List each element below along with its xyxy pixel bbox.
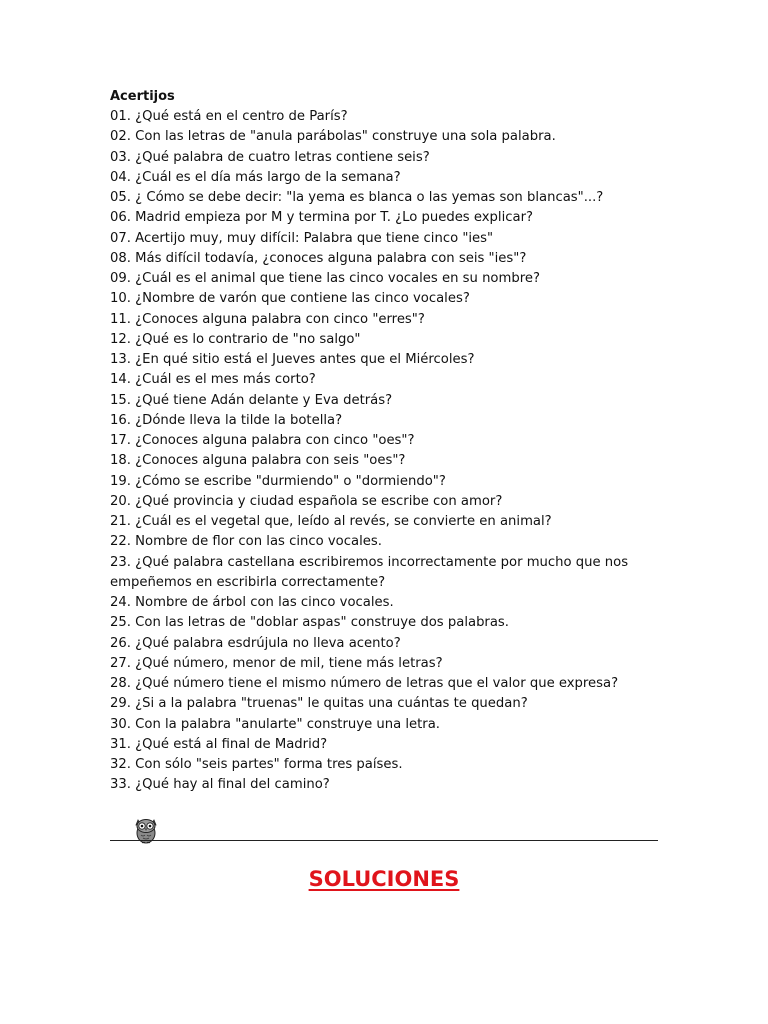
riddle-item: 24. Nombre de árbol con las cinco vocales. bbox=[110, 595, 394, 610]
riddle-item: 29. ¿Si a la palabra "truenas" le quitas una cuántas te quedan? bbox=[110, 696, 528, 712]
riddle-item: 27. ¿Qué número, menor de mil, tiene más letras? bbox=[110, 655, 443, 671]
riddle-item: 31. ¿Qué está al final de Madrid? bbox=[110, 736, 328, 752]
riddle-item: 21. ¿Cuál es el vegetal que, leído al revés, se convierte en animal? bbox=[110, 514, 552, 529]
riddle-item: 16. ¿Dónde lleva la tilde la botella? bbox=[110, 412, 343, 428]
riddle-item: 10. ¿Nombre de varón que contiene las cinco vocales? bbox=[110, 291, 470, 307]
riddle-item: 19. ¿Cómo se escribe "durmiendo" o "dormiendo"? bbox=[110, 473, 446, 489]
riddle-item: 25. Con las letras de "doblar aspas" construye dos palabras. bbox=[110, 615, 509, 631]
riddle-item: 30. Con la palabra "anularte" construye una letra. bbox=[110, 716, 441, 732]
riddle-list bbox=[110, 107, 670, 796]
riddle-item: 15. ¿Qué tiene Adán delante y Eva detrás? bbox=[110, 392, 393, 408]
riddle-item: 12. ¿Qué es lo contrario de "no salgo" bbox=[110, 331, 361, 347]
riddle-item: 11. ¿Conoces alguna palabra con cinco "erres"? bbox=[110, 311, 425, 327]
riddle-item: 26. ¿Qué palabra esdrújula no lleva acento? bbox=[110, 635, 401, 651]
riddle-item: 04. ¿Cuál es el día más largo de la semana? bbox=[110, 169, 401, 185]
riddle-item: 28. ¿Qué número tiene el mismo número de letras que el valor que expresa? bbox=[110, 676, 619, 691]
riddles-document bbox=[110, 87, 670, 796]
riddle-item: 05. ¿ Cómo se debe decir: "la yema es blanca o las yemas son blancas"...? bbox=[110, 190, 604, 205]
riddle-item: 06. Madrid empieza por M y termina por T. ¿Lo puedes explicar? bbox=[110, 210, 534, 226]
riddle-item: 20. ¿Qué provincia y ciudad española se escribe con amor? bbox=[110, 493, 503, 509]
riddle-item: 02. Con las letras de "anula parábolas" construye una sola palabra. bbox=[110, 129, 556, 145]
riddle-item: 09. ¿Cuál es el animal que tiene las cinco vocales en su nombre? bbox=[110, 271, 540, 286]
section-divider bbox=[110, 814, 658, 844]
riddle-item: 03. ¿Qué palabra de cuatro letras contiene seis? bbox=[110, 149, 430, 165]
horizontal-rule bbox=[110, 840, 658, 841]
riddle-item: 18. ¿Conoces alguna palabra con seis "oes"? bbox=[110, 453, 406, 469]
solutions-heading: SOLUCIONES bbox=[308, 867, 460, 891]
riddle-item: 33. ¿Qué hay al final del camino? bbox=[110, 777, 330, 793]
riddle-item: 23. ¿Qué palabra castellana escribiremos incorrectamente por mucho que nos empeñemos en escribirla correctamente? bbox=[110, 554, 629, 590]
riddle-item: 22. Nombre de flor con las cinco vocales. bbox=[110, 534, 382, 550]
riddle-item: 13. ¿En qué sitio está el Jueves antes que el Miércoles? bbox=[110, 352, 475, 367]
riddle-item: 07. Acertijo muy, muy difícil: Palabra que tiene cinco "ies" bbox=[110, 230, 494, 246]
riddle-item: 01. ¿Qué está en el centro de París? bbox=[110, 109, 348, 124]
riddle-item: 32. Con sólo "seis partes" forma tres países. bbox=[110, 757, 403, 772]
riddle-item: 14. ¿Cuál es el mes más corto? bbox=[110, 372, 316, 388]
riddle-item: 17. ¿Conoces alguna palabra con cinco "oes"? bbox=[110, 433, 415, 448]
document-title: Acertijos bbox=[110, 89, 175, 104]
riddle-item: 08. Más difícil todavía, ¿conoces alguna palabra con seis "ies"? bbox=[110, 250, 527, 266]
